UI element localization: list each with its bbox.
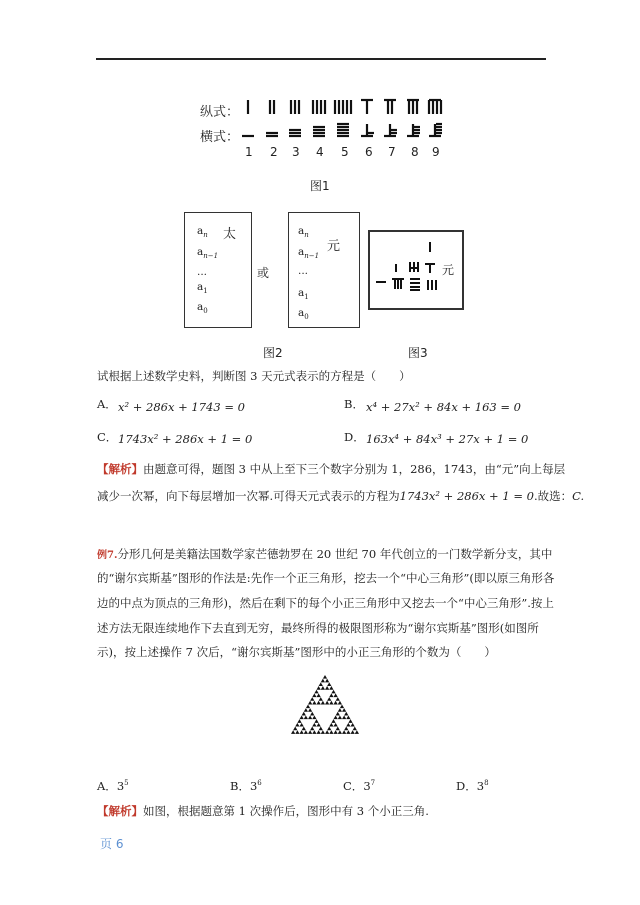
q7-option-b: $3^6$ <box>249 778 262 793</box>
page-footer: 页 6 <box>100 837 124 851</box>
q6-analysis-answer: C. <box>572 489 585 503</box>
q6-analysis-end: .故选： <box>533 489 573 503</box>
q7-line4: 述方法无限连续地作下去直到无穷，最终所得的极限图形称为“谢尔宾斯基”图形(如图所 <box>97 621 539 635</box>
q6-option-a: x² + 286x + 1743 = 0 <box>118 400 245 414</box>
q7-option-a-label: A． <box>97 778 117 793</box>
q6-option-a-label: A． <box>97 397 117 411</box>
figure-2-box-yuan: $a_n$ 元 $a_{n-1}$ ... $a_1$ $a_0$ <box>288 212 360 328</box>
sierpinski-triangle <box>290 673 360 735</box>
yuan-char: 元 <box>327 239 341 254</box>
zong-label: 纵式： <box>200 105 240 120</box>
q6-option-d-label: D． <box>344 430 365 444</box>
q7-option-c-label: C． <box>343 778 364 793</box>
figure-2-box-tai: $a_n$ 太 $a_{n-1}$ ... $a_1$ $a_0$ <box>184 212 252 328</box>
or-text: 或 <box>257 266 270 280</box>
figure-3-caption: 图3 <box>408 346 428 360</box>
q6-stem: 试根据上述数学史料，判断图 3 天元式表示的方程是（ ） <box>97 369 411 383</box>
q6-option-b: x⁴ + 27x² + 84x + 163 = 0 <box>366 400 521 414</box>
heng-label: 横式： <box>200 130 240 145</box>
digit-8: 8 <box>411 145 419 159</box>
digit-4: 4 <box>316 145 324 159</box>
q6-analysis-line2: 减少一次幂，向下每层增加一次幂.可得天元式表示的方程为 <box>97 489 400 503</box>
q7-option-d-label: D． <box>456 778 477 793</box>
digit-7: 7 <box>388 145 396 159</box>
digit-6: 6 <box>365 145 373 159</box>
q7-number: 例7. <box>97 550 118 561</box>
digit-9: 9 <box>432 145 440 159</box>
digit-3: 3 <box>292 145 300 159</box>
q7-analysis: 如图，根据题意第 1 次操作后，图形中有 3 个小正三角. <box>143 804 429 818</box>
q7-option-c: $3^7$ <box>363 778 376 793</box>
q7-option-d: $3^8$ <box>476 778 489 793</box>
q7-option-a: $3^5$ <box>116 778 129 793</box>
q7-option-b-label: B． <box>230 778 250 793</box>
digit-2: 2 <box>270 145 278 159</box>
tai-char: 太 <box>223 227 237 242</box>
digit-1: 1 <box>245 145 253 159</box>
q7-line3: 边的中点为顶点的三角形)，然后在剩下的每个小正三角形中又挖去一个“中心三角形”.按上 <box>97 596 554 610</box>
digit-5: 5 <box>341 145 349 159</box>
q7-line1: 分形几何是美籍法国数学家芒德勃罗在 20 世纪 70 年代创立的一门数学新分支，其中 <box>117 547 553 561</box>
q6-option-c: 1743x² + 286x + 1 = 0 <box>118 432 253 446</box>
rod-numerals <box>238 96 458 146</box>
q6-analysis-tag: 【解析】 <box>97 462 143 476</box>
q6-option-d: 163x⁴ + 84x³ + 27x + 1 = 0 <box>366 432 529 446</box>
fig3-yuan-char: 元 <box>442 263 455 277</box>
q6-option-b-label: B． <box>344 397 364 411</box>
figure-2-caption: 图2 <box>263 346 283 360</box>
top-rule <box>96 58 546 60</box>
q7-line2: 的“谢尔宾斯基”图形的作法是:先作一个正三角形，挖去一个“中心三角形”(即以原三角形各 <box>97 571 555 585</box>
q7-line5: 示)，按上述操作 7 次后，“谢尔宾斯基”图形中的小正三角形的个数为（ ） <box>97 645 496 659</box>
figure-3-box <box>368 230 464 310</box>
figure-1-caption: 图1 <box>310 179 330 193</box>
q7-analysis-tag: 【解析】 <box>97 804 143 818</box>
q6-option-c-label: C． <box>97 430 118 444</box>
q6-analysis-eq: 1743x² + 286x + 1 = 0 <box>399 489 534 503</box>
q6-analysis-line1: 由题意可得，题图 3 中从上至下三个数字分别为 1，286，1743，由“元”向上每层 <box>143 462 566 476</box>
